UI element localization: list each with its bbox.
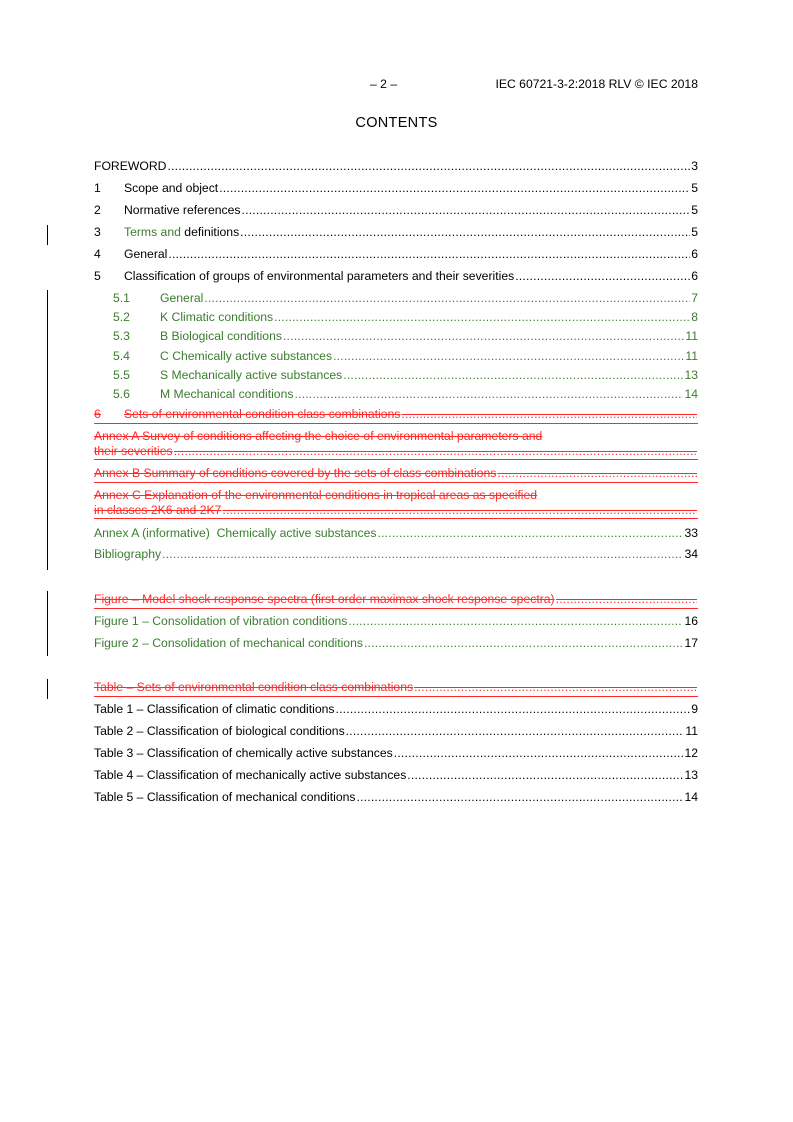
page-number: – 2 – [370, 77, 398, 91]
toc-entry-classification[interactable]: 5 Classification of groups of environmental parameters and their severities ..... 6 [94, 269, 698, 285]
change-bar [47, 290, 48, 570]
toc-entry-terms-definitions[interactable]: 3 Terms and definitions ..... 5 [94, 225, 698, 241]
toc-entry-annex-a-informative[interactable]: Annex A (informative) Chemically active substances ..... 33 [94, 526, 698, 542]
toc-entry-table-2[interactable]: Table 2 – Classification of biological conditions ..... 11 [94, 724, 698, 740]
page-title: CONTENTS [355, 115, 438, 131]
toc-entry-5-5[interactable]: 5.5 S Mechanically active substances ..... 13 [113, 368, 698, 384]
page-header [95, 77, 698, 93]
toc-entry-deleted-6: 6 Sets of environmental condition class combinations ..... [94, 407, 698, 424]
toc-entry-5-3[interactable]: 5.3 B Biological conditions ..... 11 [113, 329, 698, 345]
toc-entry-5-1[interactable]: 5.1 General ..... 7 [113, 291, 698, 307]
toc-entry-table-5[interactable]: Table 5 – Classification of mechanical conditions ..... 14 [94, 790, 698, 806]
document-id: IEC 60721-3-2:2018 RLV © IEC 2018 [495, 77, 698, 91]
change-bar [47, 225, 48, 245]
change-bar [47, 679, 48, 699]
toc-entry-table-3[interactable]: Table 3 – Classification of chemically active substances ..... 12 [94, 746, 698, 762]
toc-entry-5-4[interactable]: 5.4 C Chemically active substances ..... 11 [113, 349, 698, 365]
toc-entry-figure-2[interactable]: Figure 2 – Consolidation of mechanical conditions ..... 17 [94, 636, 698, 652]
toc-entry-5-2[interactable]: 5.2 K Climatic conditions ..... 8 [113, 310, 698, 326]
toc-entry-figure-1[interactable]: Figure 1 – Consolidation of vibration conditions ..... 16 [94, 614, 698, 630]
toc-entry-table-4[interactable]: Table 4 – Classification of mechanically active substances ..... 13 [94, 768, 698, 784]
toc-entry-deleted-annex-a: Annex A Survey of conditions affecting the choice of environmental parameters and their severities ..... [94, 429, 698, 460]
toc-entry-5-6[interactable]: 5.6 M Mechanical conditions ..... 14 [113, 387, 698, 403]
toc-entry-deleted-annex-c: Annex C Explanation of the environmental conditions in tropical areas as specified in classes 2K6 and 2K7 ..... [94, 488, 698, 519]
toc-entry-general[interactable]: 4 General ..... 6 [94, 247, 698, 263]
toc-entry-deleted-annex-b: Annex B Summary of conditions covered by the sets of class combinations ..... [94, 466, 698, 483]
toc-entry-deleted-figure: Figure – Model shock response spectra (first order maximax shock response spectra) ..... [94, 592, 698, 609]
toc-entry-bibliography[interactable]: Bibliography ..... 34 [94, 547, 698, 563]
toc-entry-scope[interactable]: 1 Scope and object ..... 5 [94, 181, 698, 197]
toc-entry-normative-references[interactable]: 2 Normative references ..... 5 [94, 203, 698, 219]
toc-entry-table-1[interactable]: Table 1 – Classification of climatic conditions ..... 9 [94, 702, 698, 718]
toc-entry-foreword[interactable]: FOREWORD ..... 3 [94, 159, 698, 175]
change-bar [47, 591, 48, 656]
toc-entry-deleted-table: Table – Sets of environmental condition class combinations ..... [94, 680, 698, 697]
